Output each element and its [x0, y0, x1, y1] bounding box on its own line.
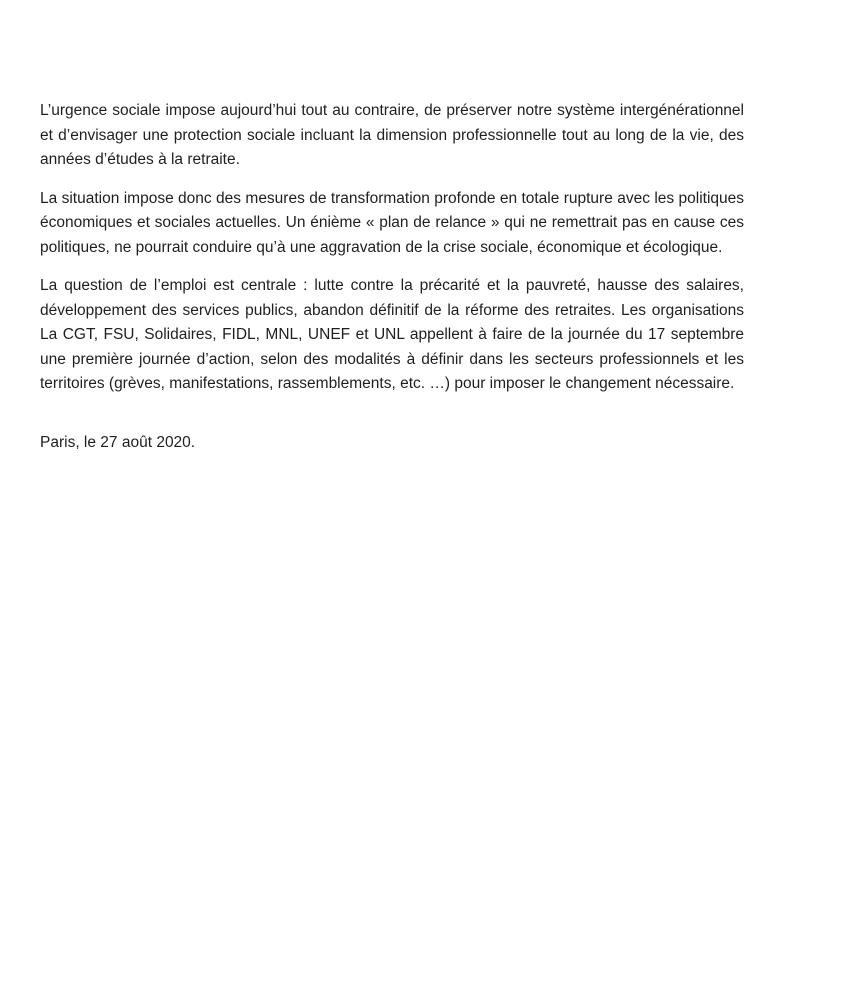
paragraph-situation-mesures: La situation impose donc des mesures de transformation profonde en totale rupture avec les politiques économiques et sociales actuelles. Un énième « plan de relance » qui ne remettrait pas en cause ces politiques, ne pourrait conduire qu’à une aggravation de la crise sociale, économique et écologique. — [40, 189, 744, 256]
dateline: Paris, le 27 août 2020. — [40, 433, 196, 451]
paragraph-urgence-sociale: L’urgence sociale impose aujourd’hui tout au contraire, de préserver notre système intergénérationnel et d’envisager une protection sociale incluant la dimension professionnelle tout au long de la vie, des années d’études à la retraite. — [40, 102, 744, 168]
paragraph-question-emploi: La question de l’emploi est centrale : lutte contre la précarité et la pauvreté, hausse des salaires, développement des services publics, abandon définitif de la réforme des retraites. Les organisations La CGT, FSU, Solidaires, FIDL, MNL, UNEF et UNL appellent à faire de la journée du 17 septembre une première journée d’action, selon des modalités à définir dans les secteurs professionnels et les territoires (grèves, manifestations, rassemblements, etc. …) pour imposer le changement nécessaire. — [40, 277, 744, 392]
document-body — [40, 99, 744, 455]
